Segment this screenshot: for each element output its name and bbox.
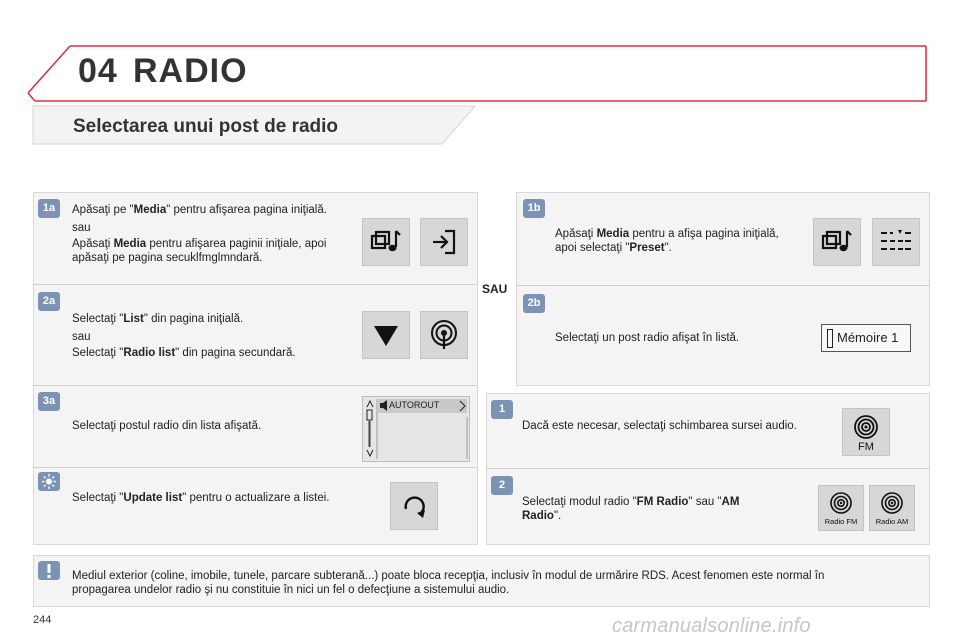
step-badge-2: 2	[491, 476, 513, 495]
separator	[33, 385, 477, 386]
radio-am-label: Radio AM	[875, 517, 909, 526]
radio-list-button[interactable]	[420, 311, 468, 359]
step-2a-text	[72, 313, 352, 361]
refresh-icon	[391, 483, 437, 529]
watermark: carmanualsonline.info	[612, 615, 811, 637]
step-1a-text	[72, 204, 344, 265]
text-part: pentru a afişa pagina iniţială, apoi selectaţi "	[555, 228, 779, 254]
step-badge-3a: 3a	[38, 392, 60, 411]
text-part: Selectaţi "	[72, 347, 124, 359]
media-music-icon	[814, 219, 860, 265]
text-part: Selectaţi "	[72, 492, 124, 504]
memory-preset-button[interactable]	[821, 324, 911, 352]
step-2b-text: Selectaţi un post radio afişat în listă.	[555, 332, 740, 344]
text-part: pentru afişarea paginii iniţiale, apoi apăsaţi pe pagina secuklfmglmndară.	[72, 238, 327, 264]
tip-icon	[38, 472, 60, 494]
chapter-number: 04	[78, 52, 118, 90]
preset-button[interactable]	[872, 218, 920, 266]
warning-icon	[38, 561, 60, 581]
text-part: ".	[553, 509, 562, 522]
note-text: Mediul exterior (coline, imobile, tunele, parcare subterană...) poate bloca recepţia, inclusiv în modul de urmărire RDS. Acest fenomen este normal în propagarea undelor radio şi nu constituie în nici un fel o defecţiune a sistemului audio.	[72, 570, 825, 596]
text-bold: Preset	[629, 241, 665, 254]
separator	[516, 285, 929, 286]
text-part: " din pagina iniţială.	[143, 313, 244, 325]
separator	[486, 468, 929, 469]
section-title: Selectarea unui post de radio	[73, 116, 339, 137]
text-bold: List	[123, 313, 144, 325]
radio-fm-button[interactable]	[818, 485, 864, 531]
screen-station-label[interactable]: AUTOROUT	[389, 400, 440, 410]
step-badge-1a: 1a	[38, 199, 60, 218]
text-part: Selectaţi modul radio "	[522, 496, 637, 508]
step-1a-alt	[72, 238, 344, 265]
triangle-down-icon	[363, 312, 409, 358]
text-bold: Media	[596, 228, 630, 240]
text-bold: Media	[133, 204, 167, 216]
step-3a-text: Selectaţi postul radio din lista afişată.	[72, 420, 262, 432]
step-1b-text	[555, 228, 780, 255]
step-badge-1: 1	[491, 400, 513, 419]
text-bold: AM Radio	[522, 496, 740, 522]
text-part: Selectaţi "	[72, 313, 124, 325]
text-part: " pentru afişarea pagina iniţială.	[166, 204, 327, 216]
memory-preset-label: Mémoire 1	[837, 330, 899, 345]
secondary-page-button[interactable]	[420, 218, 468, 266]
text-bold: Media	[113, 238, 147, 250]
preset-list-icon	[873, 219, 919, 265]
step-badge-2a: 2a	[38, 292, 60, 311]
radio-antenna-icon	[421, 312, 467, 358]
media-music-icon	[363, 219, 409, 265]
or-label: sau	[72, 330, 91, 343]
page-number: 244	[33, 614, 52, 626]
text-part: Apăsaţi	[72, 238, 114, 250]
text-bold: FM Radio	[636, 496, 689, 508]
separator	[33, 284, 477, 285]
chapter-title: RADIO	[133, 52, 248, 90]
source-fm-button[interactable]	[842, 408, 890, 456]
step-badge-1b: 1b	[523, 199, 545, 218]
or-label: sau	[72, 221, 91, 234]
step-2a-alt	[72, 347, 352, 361]
fm-label: FM	[858, 441, 874, 453]
text-part: Apăsaţi	[555, 228, 597, 240]
preset-indicator	[827, 329, 833, 348]
media-button[interactable]	[362, 218, 410, 266]
or-separator-label: SAU	[482, 282, 508, 296]
text-part: " sau "	[688, 496, 722, 508]
text-part: " pentru o actualizare a listei.	[182, 492, 330, 504]
text-part: ".	[664, 241, 672, 254]
text-part: Apăsaţi pe "	[72, 204, 134, 216]
step-1-text: Dacă este necesar, selectaţi schimbarea sursei audio.	[522, 420, 797, 432]
list-button[interactable]	[362, 311, 410, 359]
update-list-button[interactable]	[390, 482, 438, 530]
right-top-panel	[516, 192, 930, 386]
step-badge-2b: 2b	[523, 294, 545, 313]
login-arrow-icon	[421, 219, 467, 265]
radio-fm-label: Radio FM	[824, 517, 858, 526]
step-2-text	[522, 496, 762, 523]
separator	[33, 467, 477, 468]
text-bold: Radio list	[123, 347, 176, 359]
media-button[interactable]	[813, 218, 861, 266]
step-update-text	[72, 492, 342, 506]
radio-list-screen	[362, 396, 470, 462]
text-part: " din pagina secundară.	[175, 347, 296, 359]
text-bold: Update list	[123, 492, 183, 504]
radio-am-button[interactable]	[869, 485, 915, 531]
